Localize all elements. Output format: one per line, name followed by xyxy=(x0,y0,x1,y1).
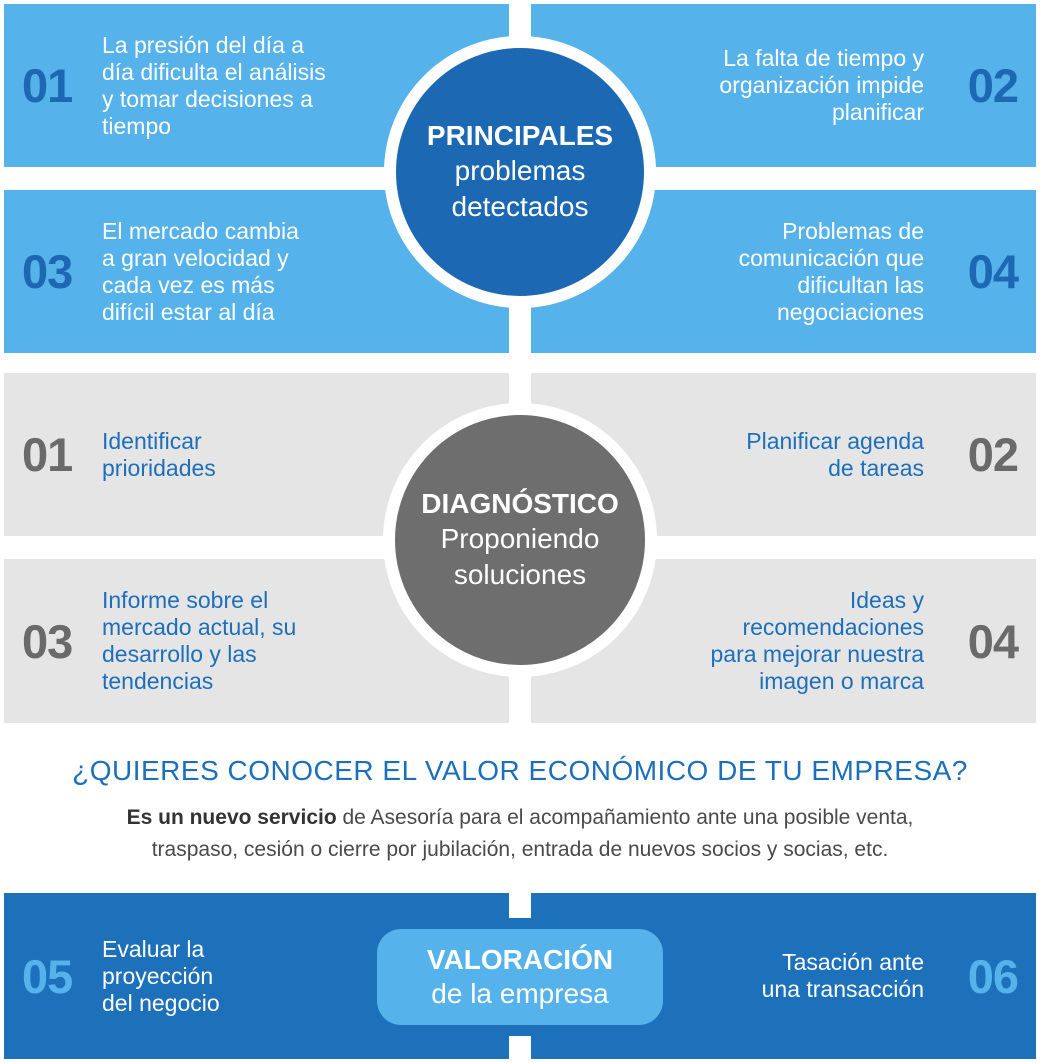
diagnosis-text: Planificar agenda de tareas xyxy=(746,427,924,481)
problem-number: 02 xyxy=(967,59,1018,112)
value-description-bold: Es un nuevo servicio xyxy=(126,806,337,829)
problems-center-subtitle: problemas detectados xyxy=(451,155,589,222)
diagnosis-text: Identificar prioridades xyxy=(102,427,216,481)
valuation-text: Tasación ante una transacción xyxy=(761,949,924,1002)
diagnosis-number: 01 xyxy=(22,428,73,481)
problem-text: El mercado cambia a gran velocidad y cada vez es más difícil estar al día xyxy=(102,217,299,325)
diagnosis-number: 04 xyxy=(967,614,1018,668)
value-description-line1: de Asesoría para el acompañamiento ante una posible venta, xyxy=(336,806,914,829)
valuation-center-subtitle: de la empresa xyxy=(431,978,609,1009)
problem-number: 04 xyxy=(967,245,1018,298)
diagnosis-number: 02 xyxy=(967,428,1018,481)
value-description xyxy=(20,802,1020,866)
valuation-center-title: VALORACIÓN xyxy=(426,944,614,975)
valuation-text: Evaluar la proyección del negocio xyxy=(102,935,220,1016)
valuation-number: 05 xyxy=(22,949,73,1003)
diagnosis-number: 03 xyxy=(22,614,73,668)
problem-number: 03 xyxy=(22,245,73,298)
problem-text: La presión del día a día dificulta el análisis y tomar decisiones a tiempo xyxy=(102,31,326,139)
diagnosis-text: Ideas y recomendaciones para mejorar nuestra imagen o marca xyxy=(710,587,924,694)
problem-number: 01 xyxy=(22,59,73,112)
value-description-line2: traspaso, cesión o cierre por jubilación, entrada de nuevos socios y socias, etc. xyxy=(151,838,889,861)
problem-text: La falta de tiempo y organización impide planificar xyxy=(719,45,924,125)
diagnosis-center-subtitle: Proponiendo soluciones xyxy=(440,523,600,590)
diagnosis-text: Informe sobre el mercado actual, su desarrollo y las tendencias xyxy=(102,587,297,694)
value-headline: ¿QUIERES CONOCER EL VALOR ECONÓMICO DE TU EMPRESA? xyxy=(72,755,968,786)
valuation-center-pill-inner xyxy=(377,929,663,1025)
diagnosis-center-title: DIAGNÓSTICO xyxy=(421,488,619,519)
diagnosis-center-circle xyxy=(383,403,657,677)
valuation-number: 06 xyxy=(967,949,1018,1003)
problems-center-circle xyxy=(384,36,656,308)
valuation-center-pill xyxy=(366,918,674,1036)
problems-center-title: PRINCIPALES xyxy=(426,120,614,151)
problem-text: Problemas de comunicación que dificultan las negociaciones xyxy=(738,217,924,325)
